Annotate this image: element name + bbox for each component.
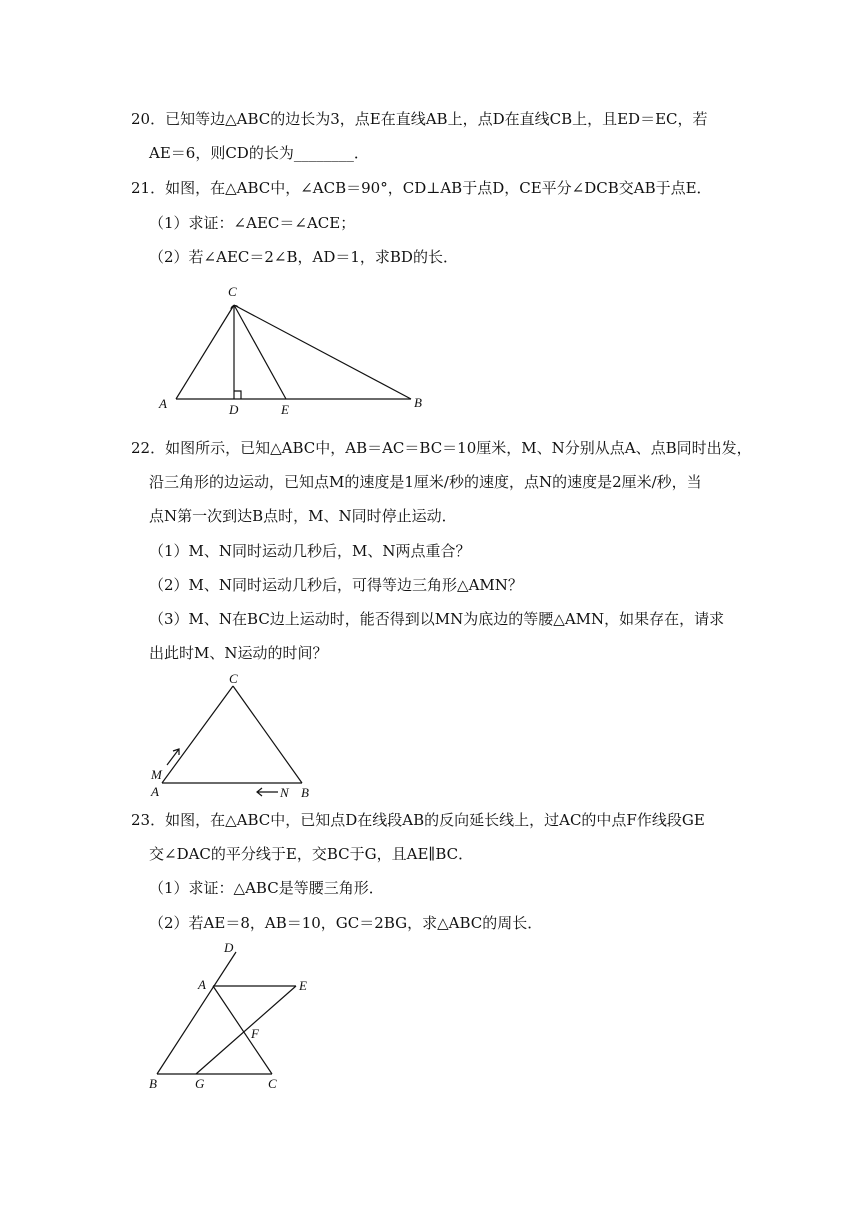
q22-label-c: C [229,671,238,686]
q23-segment-ac [213,986,272,1074]
q22-segment-cb [233,686,302,783]
q23-label-e: E [299,978,307,993]
q23-segment-eg [196,986,296,1074]
q22-line3: 点N第一次到达B点时，M、N同时停止运动． [149,507,457,525]
q20-line1: 20．已知等边△ABC的边长为3，点E在直线AB上，点D在直线CB上，且ED＝EC，若 [131,110,708,128]
q23-label-d: D [224,940,234,955]
q22-line2: 沿三角形的边运动，已知点M的速度是1厘米/秒的速度，点N的速度是2厘米/秒，当 [149,473,702,491]
q23-segment-bd [157,952,236,1074]
q23-label-g: G [195,1076,205,1091]
q22-label-b: B [301,785,309,800]
q23-label-a: A [198,977,206,992]
q21-part2: （2）若∠AEC＝2∠B，AD＝1，求BD的长． [149,248,458,266]
q22-arrowhead-m [173,749,179,755]
q22-label-n: N [280,785,289,800]
q22-part2: （2）M、N同时运动几秒后，可得等边三角形△AMN？ [149,576,523,594]
q22-part3b: 出此时M、N运动的时间？ [149,644,328,662]
q23-part1: （1）求证：△ABC是等腰三角形． [149,879,384,897]
q23-label-b: B [149,1076,157,1091]
q21-label-d: D [229,402,239,417]
q22-figure [145,668,325,803]
q23-label-f: F [251,1026,259,1041]
q21-right-angle-mark [234,391,241,399]
q22-label-m: M [151,767,162,782]
q21-part1: （1）求证：∠AEC＝∠ACE； [149,214,356,232]
q21-figure [150,280,450,420]
q21-label-a: A [159,396,167,411]
q21-label-c: C [228,284,237,299]
q20-line2: AE＝6，则CD的长为________． [149,144,369,162]
q21-label-e: E [281,402,289,417]
q21-label-b: B [414,395,422,410]
q22-segment-ac [162,686,233,783]
q21-stem: 21．如图，在△ABC中，∠ACB＝90°，CD⊥AB于点D，CE平分∠DCB交AB于点E． [131,179,712,197]
q23-line2: 交∠DAC的平分线于E，交BC于G，且AE∥BC． [149,845,474,863]
q23-figure [145,935,325,1095]
q22-label-a: A [151,784,159,799]
q22-part1: （1）M、N同时运动几秒后，M、N两点重合？ [149,542,471,560]
q23-part2: （2）若AE＝8，AB＝10，GC＝2BG，求△ABC的周长． [149,914,543,932]
q22-line1: 22．如图所示，已知△ABC中，AB＝AC＝BC＝10厘米，M、N分别从点A、点B同时出发， [131,439,752,457]
q23-label-c: C [268,1076,277,1091]
q23-line1: 23．如图，在△ABC中，已知点D在线段AB的反向延长线上，过AC的中点F作线段GE [131,811,705,829]
q22-part3a: （3）M、N在BC边上运动时，能否得到以MN为底边的等腰△AMN，如果存在，请求 [149,610,725,628]
q21-segment-ac [176,305,234,399]
